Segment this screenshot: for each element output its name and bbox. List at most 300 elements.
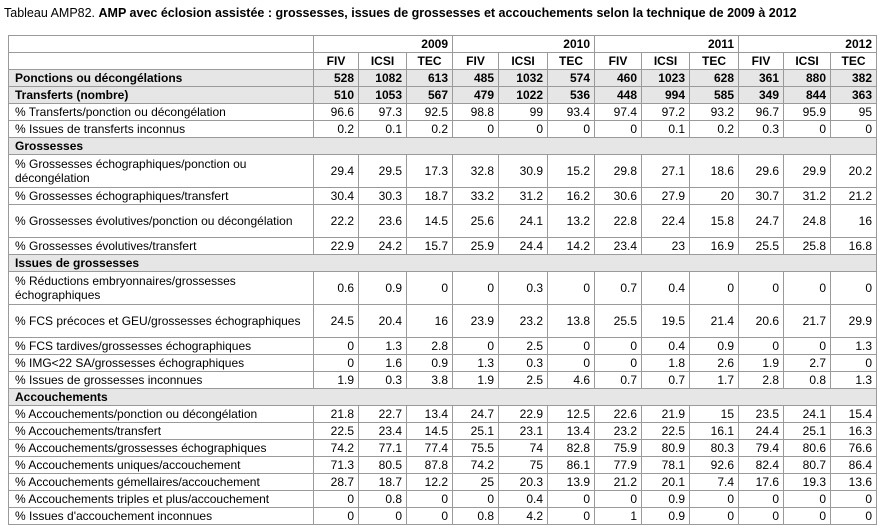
table-cell: 21.8 [314,406,359,423]
table-cell: 0 [453,272,499,305]
row-label: % Réductions embryonnaires/grossesses échographiques [9,272,314,305]
table-cell: 29.9 [831,305,877,338]
table-row [9,305,877,338]
table-cell: 74 [499,440,548,457]
table-cell: 24.4 [499,238,548,255]
table-cell: 0 [407,272,453,305]
technique-header: TEC [548,53,595,70]
table-cell: 75 [499,457,548,474]
table-cell: 0.2 [690,121,739,138]
table-cell: 16.9 [690,238,739,255]
table-cell: 1.7 [690,372,739,389]
table-cell: 30.6 [595,188,642,205]
table-cell: 74.2 [314,440,359,457]
header-corner-cell [9,36,314,53]
table-cell: 33.2 [453,188,499,205]
table-title [4,6,797,20]
table-row [9,87,877,104]
section-label: Issues de grossesses [9,255,877,272]
table-cell: 448 [595,87,642,104]
table-cell: 4.6 [548,372,595,389]
table-cell: 0 [453,491,499,508]
table-cell: 0 [831,121,877,138]
table-cell: 29.9 [784,155,831,188]
table-cell: 2.6 [690,355,739,372]
table-cell: 71.3 [314,457,359,474]
table-cell: 0.9 [359,272,407,305]
table-cell: 0 [548,121,595,138]
table-cell: 567 [407,87,453,104]
table-cell: 528 [314,70,359,87]
table-cell: 1.6 [359,355,407,372]
row-label: % Accouchements/transfert [9,423,314,440]
table-row [9,457,877,474]
table-cell: 0 [831,272,877,305]
table-cell: 27.1 [642,155,690,188]
table-cell: 25.8 [784,238,831,255]
table-cell: 994 [642,87,690,104]
table-cell: 15 [690,406,739,423]
table-cell: 22.6 [595,406,642,423]
table-cell: 97.3 [359,104,407,121]
table-cell: 22.8 [595,205,642,238]
table-cell: 16.2 [548,188,595,205]
table-cell: 0.8 [453,508,499,525]
table-cell: 23 [642,238,690,255]
table-cell: 80.5 [359,457,407,474]
table-cell: 96.6 [314,104,359,121]
table-cell: 1.3 [831,372,877,389]
table-cell: 22.5 [314,423,359,440]
table-cell: 29.4 [314,155,359,188]
table-cell: 28.7 [314,474,359,491]
table-cell: 1.8 [642,355,690,372]
row-label: % Grossesses évolutives/transfert [9,238,314,255]
table-cell: 29.8 [595,155,642,188]
table-row [9,508,877,525]
table-cell: 31.2 [784,188,831,205]
table-cell: 99 [499,104,548,121]
table-cell: 880 [784,70,831,87]
table-cell: 0.8 [784,372,831,389]
table-row [9,355,877,372]
table-cell: 0 [831,491,877,508]
table-cell: 613 [407,70,453,87]
table-cell: 78.1 [642,457,690,474]
table-row [9,104,877,121]
table-cell: 0.6 [314,272,359,305]
table-cell: 460 [595,70,642,87]
table-cell: 0.4 [642,338,690,355]
table-cell: 17.3 [407,155,453,188]
table-cell: 32.8 [453,155,499,188]
table-cell: 0 [499,121,548,138]
header-corner-cell [9,53,314,70]
table-cell: 15.8 [690,205,739,238]
table-cell: 0.7 [595,372,642,389]
table-cell: 24.1 [784,406,831,423]
table-cell: 21.2 [595,474,642,491]
table-cell: 16.8 [831,238,877,255]
table-cell: 0 [407,508,453,525]
row-label: % Grossesses évolutives/ponction ou décongélation [9,205,314,238]
table-cell: 0 [739,338,784,355]
table-cell: 25.9 [453,238,499,255]
table-cell: 0 [548,338,595,355]
table-cell: 1.9 [453,372,499,389]
row-label: % FCS tardives/grossesses échographiques [9,338,314,355]
table-cell: 80.3 [690,440,739,457]
row-label: % Accouchements/ponction ou décongélation [9,406,314,423]
technique-header: FIV [453,53,499,70]
table-cell: 0 [831,508,877,525]
table-cell: 76.6 [831,440,877,457]
year-header: 2010 [453,36,595,53]
table-cell: 0.3 [739,121,784,138]
table-cell: 12.5 [548,406,595,423]
technique-header: ICSI [359,53,407,70]
row-label: % Issues de grossesses inconnues [9,372,314,389]
table-cell: 20.2 [831,155,877,188]
table-cell: 25 [453,474,499,491]
table-cell: 1022 [499,87,548,104]
table-title-text: AMP avec éclosion assistée : grossesses, issues de grossesses et accouchements selon la technique de 2009 à 2012 [98,6,797,20]
table-cell: 0.2 [407,121,453,138]
row-label: % Issues de transferts inconnus [9,121,314,138]
year-header: 2009 [314,36,453,53]
table-cell: 95 [831,104,877,121]
table-cell: 349 [739,87,784,104]
table-cell: 0 [314,338,359,355]
table-cell: 82.4 [739,457,784,474]
technique-header: ICSI [642,53,690,70]
table-cell: 24.5 [314,305,359,338]
row-label: % Issues d'accouchement inconnues [9,508,314,525]
table-cell: 97.4 [595,104,642,121]
table-cell: 0 [595,121,642,138]
table-cell: 75.5 [453,440,499,457]
table-cell: 1.3 [453,355,499,372]
year-header-row [9,36,877,53]
table-cell: 19.5 [642,305,690,338]
table-cell: 13.2 [548,205,595,238]
table-cell: 31.2 [499,188,548,205]
table-cell: 0.3 [499,272,548,305]
table-cell: 30.4 [314,188,359,205]
table-cell: 96.7 [739,104,784,121]
table-cell: 80.9 [642,440,690,457]
table-cell: 86.4 [831,457,877,474]
table-cell: 79.4 [739,440,784,457]
table-cell: 23.9 [453,305,499,338]
table-cell: 7.4 [690,474,739,491]
table-cell: 15.4 [831,406,877,423]
table-row [9,338,877,355]
table-cell: 87.8 [407,457,453,474]
row-label: % Grossesses échographiques/ponction ou décongélation [9,155,314,188]
table-cell: 24.8 [784,205,831,238]
table-cell: 13.8 [548,305,595,338]
technique-header: ICSI [784,53,831,70]
table-cell: 27.9 [642,188,690,205]
table-cell: 0 [739,508,784,525]
table-cell: 22.7 [359,406,407,423]
row-label: Ponctions ou décongélations [9,70,314,87]
table-cell: 98.8 [453,104,499,121]
table-cell: 0 [784,121,831,138]
section-label: Accouchements [9,389,877,406]
table-cell: 0 [690,508,739,525]
table-cell: 25.1 [453,423,499,440]
technique-header: FIV [739,53,784,70]
table-cell: 0 [548,355,595,372]
table-cell: 16 [407,305,453,338]
table-row [9,205,877,238]
table-cell: 24.7 [453,406,499,423]
table-cell: 0.7 [642,372,690,389]
table-cell: 95.9 [784,104,831,121]
table-cell: 0 [548,491,595,508]
table-cell: 0.9 [690,338,739,355]
table-cell: 30.7 [739,188,784,205]
technique-header: FIV [314,53,359,70]
table-cell: 382 [831,70,877,87]
table-cell: 0 [548,272,595,305]
table-row [9,406,877,423]
table-cell: 479 [453,87,499,104]
technique-header-row [9,53,877,70]
table-cell: 15.7 [407,238,453,255]
table-cell: 24.1 [499,205,548,238]
table-cell: 0 [784,491,831,508]
table-cell: 23.4 [595,238,642,255]
table-cell: 13.4 [407,406,453,423]
table-cell: 0.3 [499,355,548,372]
table-cell: 2.8 [407,338,453,355]
table-cell: 20.1 [642,474,690,491]
table-cell: 0.9 [407,355,453,372]
table-row [9,188,877,205]
table-cell: 0 [314,491,359,508]
table-cell: 14.5 [407,205,453,238]
table-cell: 1.3 [359,338,407,355]
table-row [9,440,877,457]
table-cell: 22.9 [499,406,548,423]
technique-header: FIV [595,53,642,70]
table-cell: 1023 [642,70,690,87]
table-cell: 97.2 [642,104,690,121]
table-cell: 2.8 [739,372,784,389]
table-cell: 0 [739,491,784,508]
table-title-tag: Tableau AMP82. [4,6,96,20]
table-cell: 30.3 [359,188,407,205]
table-cell: 14.2 [548,238,595,255]
table-cell: 0.7 [595,272,642,305]
table-cell: 23.5 [739,406,784,423]
table-cell: 25.5 [739,238,784,255]
table-cell: 16.3 [831,423,877,440]
table-cell: 1.9 [314,372,359,389]
table-row [9,238,877,255]
table-cell: 18.6 [690,155,739,188]
technique-header: TEC [407,53,453,70]
data-table [8,35,877,525]
section-row [9,138,877,155]
table-cell: 0.1 [642,121,690,138]
technique-header: TEC [690,53,739,70]
table-cell: 25.1 [784,423,831,440]
table-cell: 22.5 [642,423,690,440]
table-cell: 574 [548,70,595,87]
table-cell: 0.1 [359,121,407,138]
technique-header: TEC [831,53,877,70]
table-row [9,423,877,440]
table-cell: 0 [595,338,642,355]
table-cell: 844 [784,87,831,104]
table-cell: 23.1 [499,423,548,440]
table-cell: 92.5 [407,104,453,121]
table-cell: 0.3 [359,372,407,389]
table-cell: 0.4 [642,272,690,305]
table-cell: 0.8 [359,491,407,508]
table-cell: 82.8 [548,440,595,457]
table-cell: 21.4 [690,305,739,338]
section-label: Grossesses [9,138,877,155]
table-cell: 30.9 [499,155,548,188]
table-cell: 0 [314,355,359,372]
row-label: % Accouchements gémellaires/accouchement [9,474,314,491]
row-label: % Accouchements/grossesses échographiques [9,440,314,457]
table-cell: 0.9 [642,491,690,508]
table-cell: 93.4 [548,104,595,121]
table-cell: 0 [595,355,642,372]
table-cell: 21.7 [784,305,831,338]
row-label: Transferts (nombre) [9,87,314,104]
table-cell: 361 [739,70,784,87]
table-row [9,372,877,389]
table-cell: 0 [453,121,499,138]
table-cell: 0 [690,272,739,305]
table-cell: 0 [548,508,595,525]
table-row [9,474,877,491]
row-label: % Accouchements uniques/accouchement [9,457,314,474]
table-cell: 29.6 [739,155,784,188]
section-row [9,255,877,272]
row-label: % Transferts/ponction ou décongélation [9,104,314,121]
table-cell: 15.2 [548,155,595,188]
table-cell: 0 [739,272,784,305]
table-cell: 363 [831,87,877,104]
technique-header: ICSI [499,53,548,70]
table-cell: 3.8 [407,372,453,389]
table-cell: 1.9 [739,355,784,372]
section-row [9,389,877,406]
table-cell: 4.2 [499,508,548,525]
table-cell: 0.9 [642,508,690,525]
table-cell: 93.2 [690,104,739,121]
table-cell: 0 [784,338,831,355]
table-cell: 25.6 [453,205,499,238]
table-cell: 510 [314,87,359,104]
table-cell: 20.6 [739,305,784,338]
table-cell: 16.1 [690,423,739,440]
table-cell: 2.7 [784,355,831,372]
year-header: 2011 [595,36,739,53]
table-cell: 628 [690,70,739,87]
table-cell: 585 [690,87,739,104]
table-cell: 0 [407,491,453,508]
table-cell: 536 [548,87,595,104]
table-cell: 80.7 [784,457,831,474]
table-cell: 1.3 [831,338,877,355]
table-cell: 13.4 [548,423,595,440]
row-label: % IMG<22 SA/grossesses échographiques [9,355,314,372]
table-cell: 1053 [359,87,407,104]
table-cell: 92.6 [690,457,739,474]
table-cell: 20.4 [359,305,407,338]
table-cell: 1032 [499,70,548,87]
table-cell: 21.9 [642,406,690,423]
table-cell: 19.3 [784,474,831,491]
table-cell: 77.9 [595,457,642,474]
table-cell: 18.7 [359,474,407,491]
table-cell: 1082 [359,70,407,87]
table-row [9,491,877,508]
table-cell: 0 [453,338,499,355]
table-cell: 12.2 [407,474,453,491]
table-cell: 13.6 [831,474,877,491]
table-cell: 77.4 [407,440,453,457]
table-cell: 16 [831,205,877,238]
table-cell: 25.5 [595,305,642,338]
row-label: % Grossesses échographiques/transfert [9,188,314,205]
table-cell: 23.6 [359,205,407,238]
table-cell: 2.5 [499,372,548,389]
table-cell: 20.3 [499,474,548,491]
table-cell: 80.6 [784,440,831,457]
table-cell: 18.7 [407,188,453,205]
table-cell: 13.9 [548,474,595,491]
row-label: % FCS précoces et GEU/grossesses échographiques [9,305,314,338]
table-cell: 20 [690,188,739,205]
table-row [9,121,877,138]
table-cell: 14.5 [407,423,453,440]
table-cell: 485 [453,70,499,87]
table-cell: 2.5 [499,338,548,355]
year-header: 2012 [739,36,877,53]
table-cell: 0 [595,491,642,508]
table-cell: 22.4 [642,205,690,238]
table-cell: 0 [359,508,407,525]
table-cell: 24.4 [739,423,784,440]
table-cell: 23.4 [359,423,407,440]
table-cell: 24.7 [739,205,784,238]
table-cell: 21.2 [831,188,877,205]
table-cell: 0 [784,508,831,525]
table-cell: 24.2 [359,238,407,255]
table-cell: 0 [784,272,831,305]
table-row [9,155,877,188]
table-cell: 0 [690,491,739,508]
table-cell: 23.2 [595,423,642,440]
table-cell: 86.1 [548,457,595,474]
table-cell: 0 [831,355,877,372]
row-label: % Accouchements triples et plus/accouchement [9,491,314,508]
table-cell: 0.2 [314,121,359,138]
table-cell: 0 [314,508,359,525]
table-row [9,70,877,87]
table-cell: 22.9 [314,238,359,255]
